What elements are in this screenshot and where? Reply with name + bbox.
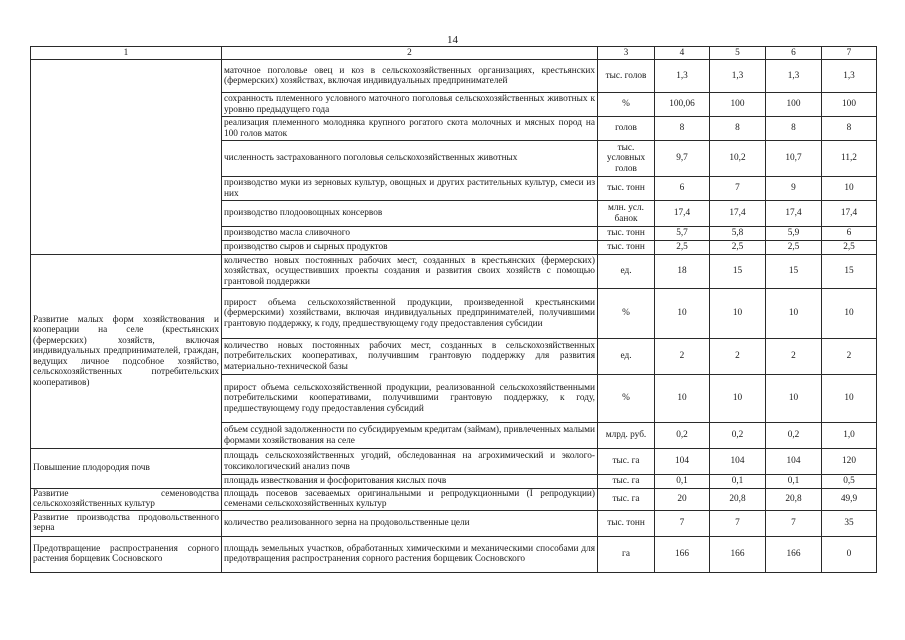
unit-cell: га — [598, 536, 655, 572]
indicator-cell: количество новых постоянных рабочих мест, созданных в сельскохозяйственных потребительских кооперативах, получившим грантовую поддержку для развития материально-технической базы — [222, 339, 598, 375]
value-cell: 7 — [710, 177, 766, 201]
value-cell: 8 — [766, 117, 822, 141]
value-cell: 17,4 — [766, 201, 822, 227]
direction-cell: Развитие производства продовольственного зерна — [31, 510, 222, 536]
value-cell: 1,0 — [822, 423, 877, 449]
value-cell: 2,5 — [822, 241, 877, 255]
value-cell: 2 — [655, 339, 710, 375]
value-cell: 8 — [655, 117, 710, 141]
value-cell: 10 — [822, 177, 877, 201]
value-cell: 17,4 — [822, 201, 877, 227]
indicator-cell: площадь земельных участков, обработанных химическими и механическими способами для предотвращения распространения сорного растения борщевик Сосновского — [222, 536, 598, 572]
value-cell: 17,4 — [655, 201, 710, 227]
value-cell: 15 — [822, 255, 877, 289]
value-cell: 7 — [655, 510, 710, 536]
value-cell: 100 — [822, 93, 877, 117]
header-cell: 7 — [822, 47, 877, 60]
unit-cell: тыс. условных голов — [598, 141, 655, 177]
unit-cell: тыс. тонн — [598, 177, 655, 201]
direction-cell: Развитие семеноводства сельскохозяйственных культур — [31, 489, 222, 511]
unit-cell: тыс. тонн — [598, 227, 655, 241]
direction-cell: Повышение плодородия почв — [31, 449, 222, 489]
value-cell: 5,8 — [710, 227, 766, 241]
table-row — [31, 255, 877, 289]
unit-cell: тыс. га — [598, 489, 655, 511]
value-cell: 10 — [710, 375, 766, 423]
value-cell: 1,3 — [822, 60, 877, 93]
value-cell: 2,5 — [710, 241, 766, 255]
indicator-cell: производство муки из зерновых культур, овощных и других растительных культур, смеси из них — [222, 177, 598, 201]
value-cell: 7 — [710, 510, 766, 536]
value-cell: 10 — [766, 375, 822, 423]
value-cell: 17,4 — [710, 201, 766, 227]
value-cell: 8 — [822, 117, 877, 141]
indicator-cell: количество новых постоянных рабочих мест, созданных в крестьянских (фермерских) хозяйствах, осуществивших проекты создания и развития своих хозяйств с помощью грантовой поддержки — [222, 255, 598, 289]
unit-cell: ед. — [598, 255, 655, 289]
value-cell: 9,7 — [655, 141, 710, 177]
indicator-cell: количество реализованного зерна на продовольственные цели — [222, 510, 598, 536]
value-cell: 100 — [710, 93, 766, 117]
unit-cell: тыс. га — [598, 449, 655, 475]
header-cell: 1 — [31, 47, 222, 60]
indicator-cell: сохранность племенного условного маточного поголовья сельскохозяйственных животных к уровню предыдущего года — [222, 93, 598, 117]
value-cell: 2 — [710, 339, 766, 375]
value-cell: 5,9 — [766, 227, 822, 241]
unit-cell: млрд. руб. — [598, 423, 655, 449]
value-cell: 10,2 — [710, 141, 766, 177]
value-cell: 120 — [822, 449, 877, 475]
value-cell: 166 — [766, 536, 822, 572]
unit-cell: тыс. га — [598, 475, 655, 489]
value-cell: 20,8 — [766, 489, 822, 511]
value-cell: 5,7 — [655, 227, 710, 241]
value-cell: 49,9 — [822, 489, 877, 511]
value-cell: 8 — [710, 117, 766, 141]
unit-cell: тыс. тонн — [598, 510, 655, 536]
header-row — [31, 47, 877, 60]
value-cell: 0,2 — [766, 423, 822, 449]
indicator-cell: объем ссудной задолженности по субсидируемым кредитам (займам), привлеченных малыми формами хозяйствования на селе — [222, 423, 598, 449]
value-cell: 0,2 — [655, 423, 710, 449]
value-cell: 18 — [655, 255, 710, 289]
value-cell: 6 — [655, 177, 710, 201]
value-cell: 2 — [766, 339, 822, 375]
unit-cell: % — [598, 375, 655, 423]
value-cell: 10 — [710, 289, 766, 339]
unit-cell: млн. усл. банок — [598, 201, 655, 227]
indicator-cell: площадь сельскохозяйственных угодий, обследованная на агрохимический и эколого-токсикологический анализ почв — [222, 449, 598, 475]
indicator-cell: прирост объема сельскохозяйственной продукции, реализованной сельскохозяйственными потребительскими кооперативами, получившими грантовую поддержку, к году, предшествующему году предоставления субсидий — [222, 375, 598, 423]
value-cell: 0,1 — [655, 475, 710, 489]
value-cell: 15 — [766, 255, 822, 289]
value-cell: 0,5 — [822, 475, 877, 489]
indicator-cell: прирост объема сельскохозяйственной продукции, произведенной крестьянскими (фермерскими) хозяйствами, включая индивидуальных предпринимателей, получившими грантовую поддержку, к году, предшествующему году предоставления субсидии — [222, 289, 598, 339]
unit-cell: % — [598, 93, 655, 117]
value-cell: 104 — [655, 449, 710, 475]
value-cell: 7 — [766, 510, 822, 536]
header-cell: 5 — [710, 47, 766, 60]
direction-cell — [31, 60, 222, 255]
value-cell: 2,5 — [766, 241, 822, 255]
direction-cell: Предотвращение распространения сорного растения борщевик Сосновского — [31, 536, 222, 572]
indicator-cell: площадь посевов засеваемых оригинальными и репродукционными (I репродукции) семенами сельскохозяйственных культур — [222, 489, 598, 511]
value-cell: 10 — [655, 375, 710, 423]
value-cell: 6 — [822, 227, 877, 241]
unit-cell: ед. — [598, 339, 655, 375]
value-cell: 10 — [766, 289, 822, 339]
value-cell: 0,1 — [710, 475, 766, 489]
value-cell: 104 — [710, 449, 766, 475]
value-cell: 10 — [822, 375, 877, 423]
table-row — [31, 449, 877, 475]
header-cell: 4 — [655, 47, 710, 60]
value-cell: 20 — [655, 489, 710, 511]
value-cell: 10 — [655, 289, 710, 339]
value-cell: 1,3 — [766, 60, 822, 93]
table-row — [31, 536, 877, 572]
indicator-cell: производство масла сливочного — [222, 227, 598, 241]
value-cell: 35 — [822, 510, 877, 536]
indicator-cell: производство сыров и сырных продуктов — [222, 241, 598, 255]
value-cell: 0 — [822, 536, 877, 572]
indicator-table — [30, 46, 877, 573]
indicator-cell: маточное поголовье овец и коз в сельскохозяйственных организациях, крестьянских (фермерских) хозяйствах, включая индивидуальных предпринимателей — [222, 60, 598, 93]
value-cell: 20,8 — [710, 489, 766, 511]
header-cell: 2 — [222, 47, 598, 60]
value-cell: 11,2 — [822, 141, 877, 177]
value-cell: 100,06 — [655, 93, 710, 117]
value-cell: 10,7 — [766, 141, 822, 177]
value-cell: 10 — [822, 289, 877, 339]
value-cell: 1,3 — [710, 60, 766, 93]
unit-cell: тыс. голов — [598, 60, 655, 93]
indicator-cell: производство плодоовощных консервов — [222, 201, 598, 227]
value-cell: 0,1 — [766, 475, 822, 489]
indicator-cell: реализация племенного молодняка крупного рогатого скота молочных и мясных пород на 100 голов маток — [222, 117, 598, 141]
unit-cell: голов — [598, 117, 655, 141]
unit-cell: тыс. тонн — [598, 241, 655, 255]
table-row — [31, 489, 877, 511]
value-cell: 1,3 — [655, 60, 710, 93]
value-cell: 166 — [655, 536, 710, 572]
header-cell: 6 — [766, 47, 822, 60]
unit-cell: % — [598, 289, 655, 339]
value-cell: 2 — [822, 339, 877, 375]
value-cell: 100 — [766, 93, 822, 117]
value-cell: 9 — [766, 177, 822, 201]
indicator-cell: площадь известкования и фосфоритования кислых почв — [222, 475, 598, 489]
indicator-cell: численность застрахованного поголовья сельскохозяйственных животных — [222, 141, 598, 177]
value-cell: 0,2 — [710, 423, 766, 449]
value-cell: 166 — [710, 536, 766, 572]
value-cell: 15 — [710, 255, 766, 289]
table-row — [31, 510, 877, 536]
direction-cell: Развитие малых форм хозяйствования и кооперации на селе (крестьянских (фермерских) хозяйств, включая индивидуальных предпринимателей, граждан, ведущих личное подсобное хозяйство, сельскохозяйственных потребительских кооперативов) — [31, 255, 222, 449]
header-cell: 3 — [598, 47, 655, 60]
page-number: 14 — [447, 34, 458, 46]
table-row — [31, 60, 877, 93]
value-cell: 2,5 — [655, 241, 710, 255]
value-cell: 104 — [766, 449, 822, 475]
